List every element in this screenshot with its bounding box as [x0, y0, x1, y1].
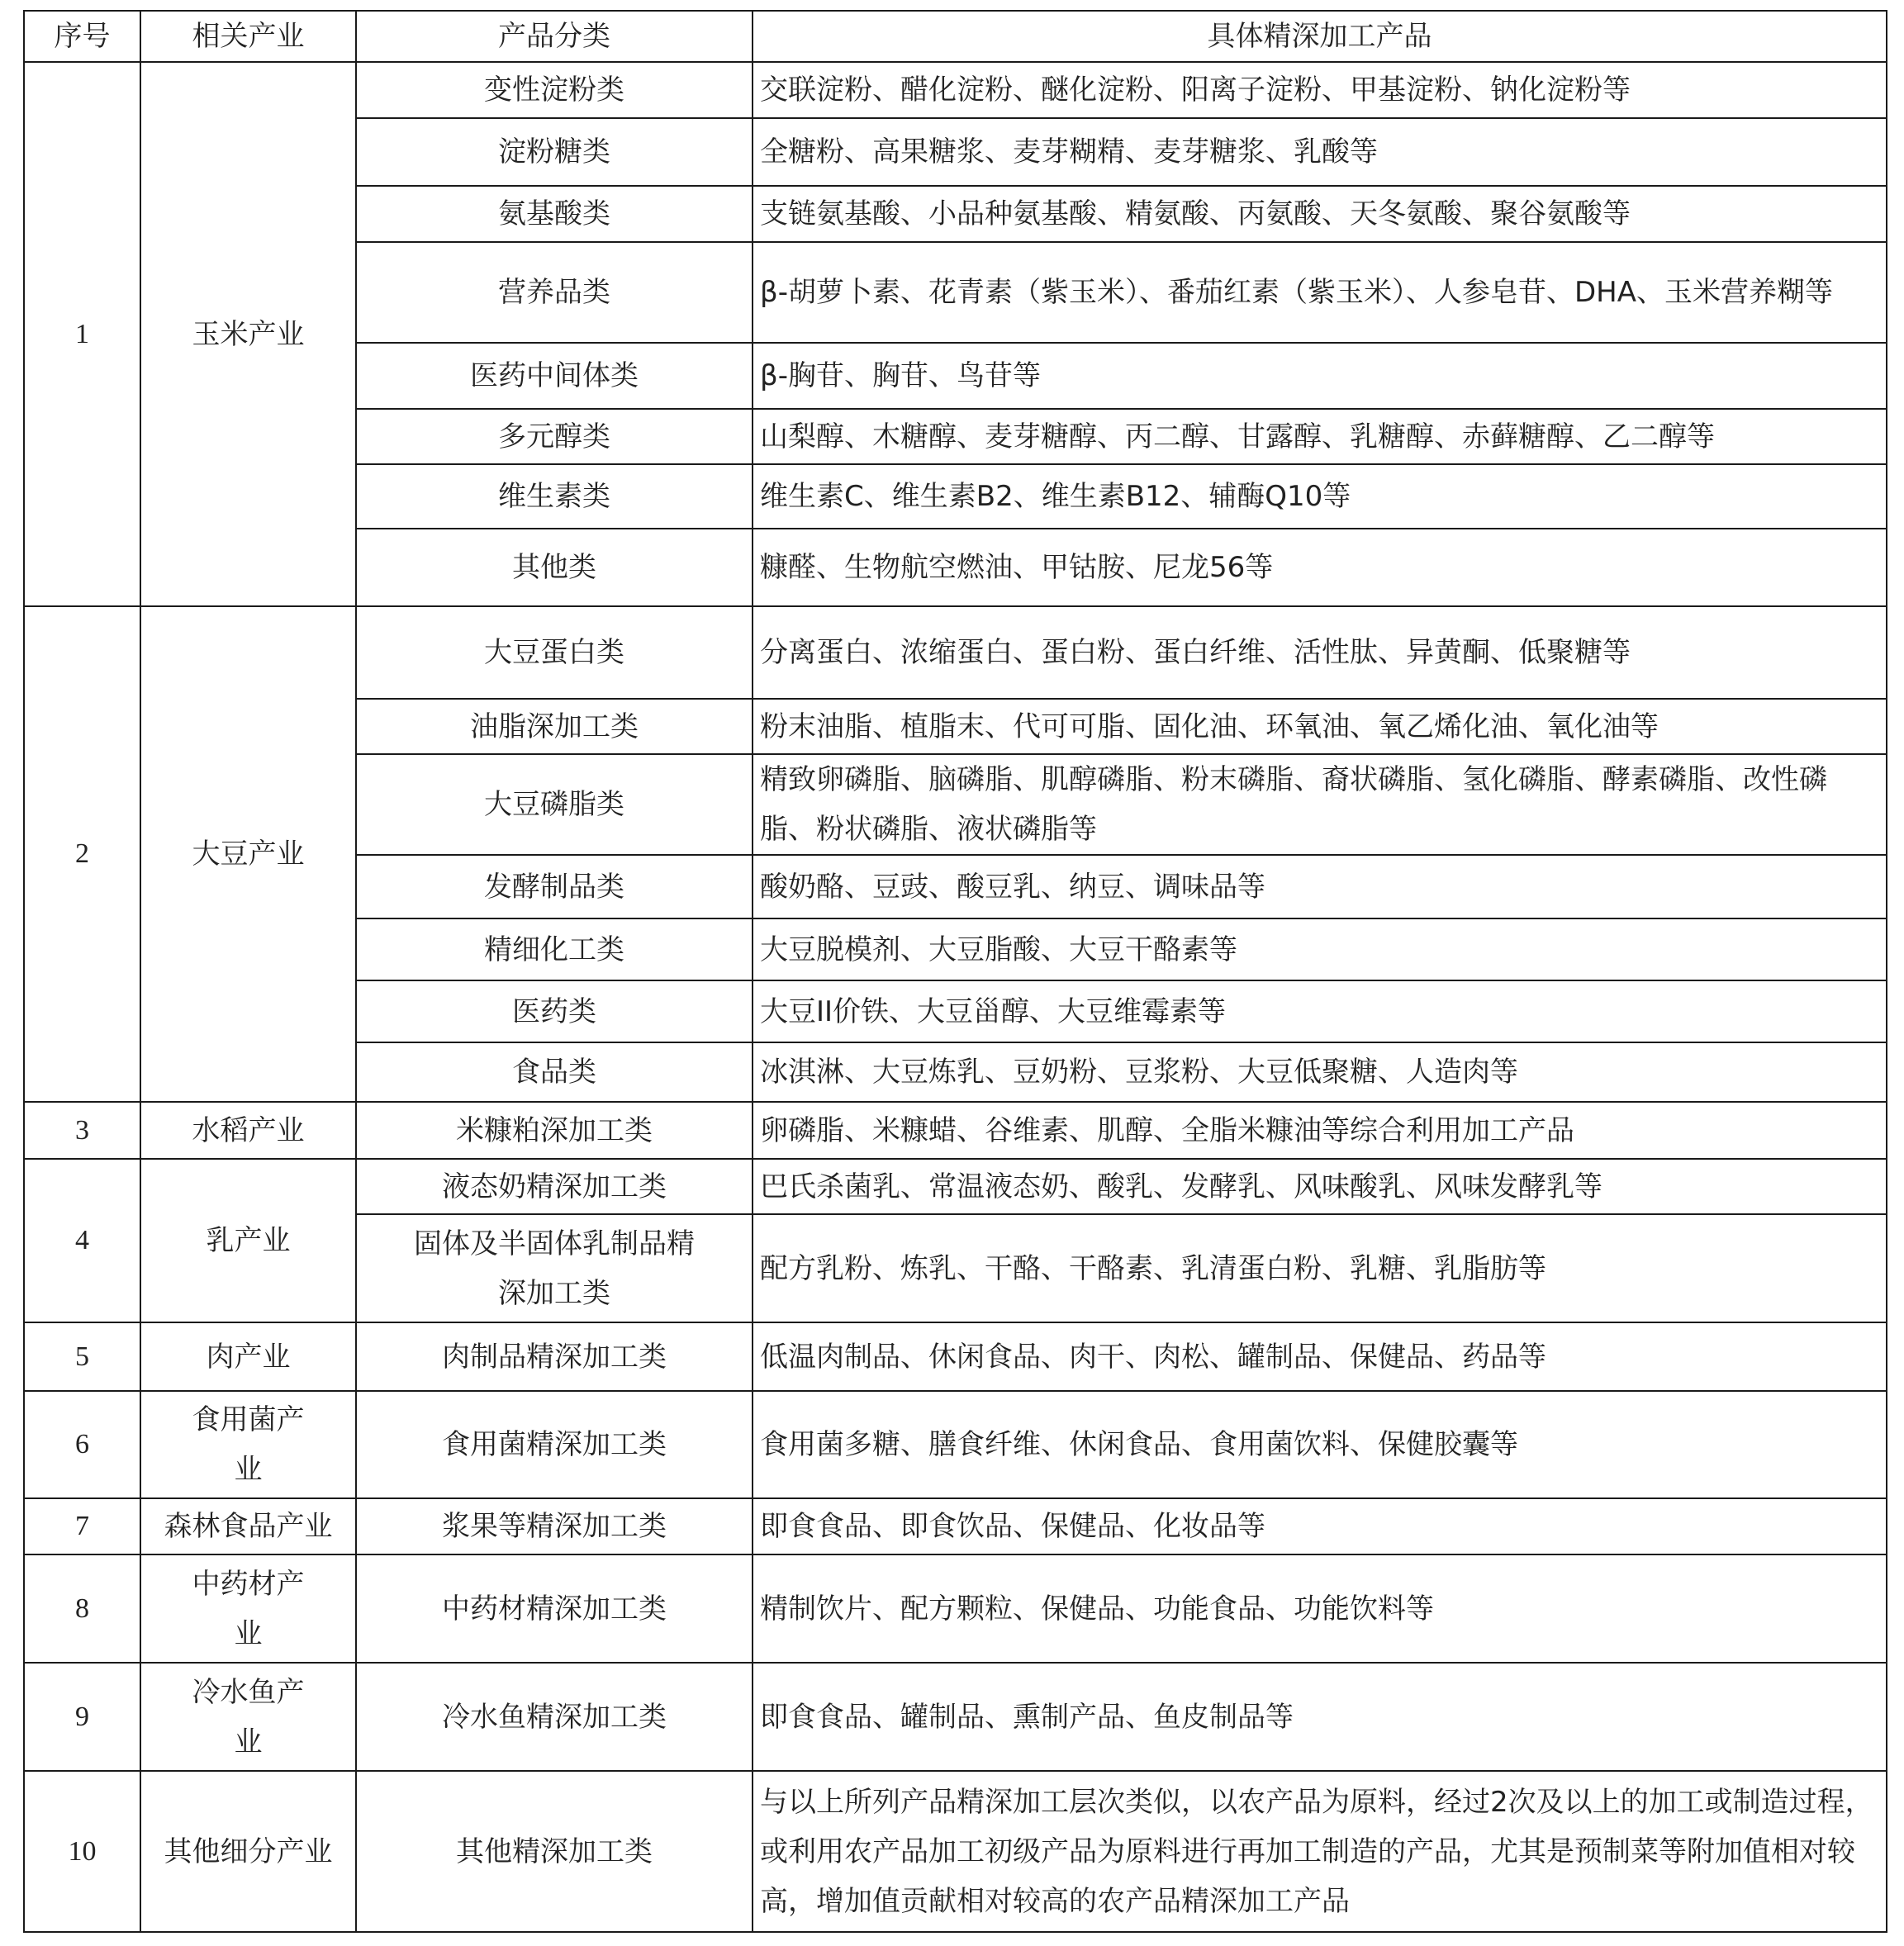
category-cell: 医药类: [356, 980, 753, 1042]
row-number: 4: [24, 1159, 140, 1322]
category-cell: 大豆蛋白类: [356, 606, 753, 699]
category-cell: 营养品类: [356, 242, 753, 343]
row-number: 5: [24, 1322, 140, 1391]
category-cell: 固体及半固体乳制品精深加工类: [356, 1214, 753, 1322]
category-cell: 肉制品精深加工类: [356, 1322, 753, 1391]
industry-cell: 大豆产业: [140, 606, 356, 1102]
header-no: 序号: [24, 11, 140, 62]
category-cell: 维生素类: [356, 464, 753, 529]
products-cell: 精致卵磷脂、脑磷脂、肌醇磷脂、粉末磷脂、裔状磷脂、氢化磷脂、酵素磷脂、改性磷脂、粉状磷脂、液状磷脂等: [753, 754, 1887, 855]
industry-cell: 冷水鱼产业: [140, 1663, 356, 1771]
products-cell: 冰淇淋、大豆炼乳、豆奶粉、豆浆粉、大豆低聚糖、人造肉等: [753, 1042, 1887, 1102]
category-cell: 油脂深加工类: [356, 699, 753, 754]
industry-cell: 其他细分产业: [140, 1771, 356, 1932]
category-cell: 多元醇类: [356, 409, 753, 464]
row-number: 6: [24, 1391, 140, 1498]
products-cell: 支链氨基酸、小品种氨基酸、精氨酸、丙氨酸、天冬氨酸、聚谷氨酸等: [753, 186, 1887, 242]
industry-cell: 肉产业: [140, 1322, 356, 1391]
products-cell: 即食食品、即食饮品、保健品、化妆品等: [753, 1498, 1887, 1554]
products-cell: 卵磷脂、米糠蜡、谷维素、肌醇、全脂米糠油等综合利用加工产品: [753, 1102, 1887, 1159]
products-cell: 酸奶酪、豆豉、酸豆乳、纳豆、调味品等: [753, 855, 1887, 918]
industry-cell: 水稻产业: [140, 1102, 356, 1159]
row-number: 2: [24, 606, 140, 1102]
row-number: 8: [24, 1554, 140, 1663]
category-cell: 淀粉糖类: [356, 118, 753, 186]
industry-cell: 森林食品产业: [140, 1498, 356, 1554]
category-cell: 变性淀粉类: [356, 62, 753, 118]
product-table: [23, 10, 1887, 1933]
products-cell: 即食食品、罐制品、熏制产品、鱼皮制品等: [753, 1663, 1887, 1771]
products-cell: 巴氏杀菌乳、常温液态奶、酸乳、发酵乳、风味酸乳、风味发酵乳等: [753, 1159, 1887, 1214]
category-cell: 冷水鱼精深加工类: [356, 1663, 753, 1771]
products-cell: 与以上所列产品精深加工层次类似，以农产品为原料，经过2次及以上的加工或制造过程，或利用农产品加工初级产品为原料进行再加工制造的产品，尤其是预制菜等附加值相对较高，增加值贡献相对较高的农产品精深加工产品: [753, 1771, 1887, 1932]
category-cell: 发酵制品类: [356, 855, 753, 918]
category-cell: 大豆磷脂类: [356, 754, 753, 855]
table-row: [24, 62, 1887, 118]
products-cell: 糠醛、生物航空燃油、甲钴胺、尼龙56等: [753, 529, 1887, 606]
table-row: [24, 1554, 1887, 1663]
products-cell: 精制饮片、配方颗粒、保健品、功能食品、功能饮料等: [753, 1554, 1887, 1663]
category-cell: 中药材精深加工类: [356, 1554, 753, 1663]
table-row: [24, 1391, 1887, 1498]
row-number: 3: [24, 1102, 140, 1159]
row-number: 10: [24, 1771, 140, 1932]
products-cell: 大豆脱模剂、大豆脂酸、大豆干酪素等: [753, 918, 1887, 980]
table-row: [24, 1498, 1887, 1554]
products-cell: β-胸苷、胸苷、鸟苷等: [753, 343, 1887, 409]
header-industry: 相关产业: [140, 11, 356, 62]
category-cell: 其他精深加工类: [356, 1771, 753, 1932]
products-cell: 全糖粉、高果糖浆、麦芽糊精、麦芽糖浆、乳酸等: [753, 118, 1887, 186]
products-cell: 山梨醇、木糖醇、麦芽糖醇、丙二醇、甘露醇、乳糖醇、赤藓糖醇、乙二醇等: [753, 409, 1887, 464]
category-cell: 精细化工类: [356, 918, 753, 980]
products-cell: 食用菌多糖、膳食纤维、休闲食品、食用菌饮料、保健胶囊等: [753, 1391, 1887, 1498]
row-number: 9: [24, 1663, 140, 1771]
industry-cell: 食用菌产业: [140, 1391, 356, 1498]
category-cell: 氨基酸类: [356, 186, 753, 242]
products-cell: β-胡萝卜素、花青素（紫玉米）、番茄红素（紫玉米）、人参皂苷、DHA、玉米营养糊等: [753, 242, 1887, 343]
category-cell: 食用菌精深加工类: [356, 1391, 753, 1498]
table-row: [24, 1102, 1887, 1159]
category-cell: 食品类: [356, 1042, 753, 1102]
table-row: [24, 1159, 1887, 1214]
industry-cell: 玉米产业: [140, 62, 356, 606]
table-row: [24, 1663, 1887, 1771]
header-row: [24, 11, 1887, 62]
products-cell: 交联淀粉、醋化淀粉、醚化淀粉、阳离子淀粉、甲基淀粉、钠化淀粉等: [753, 62, 1887, 118]
products-cell: 维生素C、维生素B2、维生素B12、辅酶Q10等: [753, 464, 1887, 529]
industry-cell: 乳产业: [140, 1159, 356, 1322]
row-number: 1: [24, 62, 140, 606]
products-cell: 低温肉制品、休闲食品、肉干、肉松、罐制品、保健品、药品等: [753, 1322, 1887, 1391]
industry-cell: 中药材产业: [140, 1554, 356, 1663]
category-cell: 浆果等精深加工类: [356, 1498, 753, 1554]
products-cell: 粉末油脂、植脂末、代可可脂、固化油、环氧油、氧乙烯化油、氧化油等: [753, 699, 1887, 754]
products-cell: 配方乳粉、炼乳、干酪、干酪素、乳清蛋白粉、乳糖、乳脂肪等: [753, 1214, 1887, 1322]
header-products: 具体精深加工产品: [753, 11, 1887, 62]
header-category: 产品分类: [356, 11, 753, 62]
category-cell: 其他类: [356, 529, 753, 606]
category-cell: 医药中间体类: [356, 343, 753, 409]
table-row: [24, 606, 1887, 699]
products-cell: 大豆II价铁、大豆甾醇、大豆维霉素等: [753, 980, 1887, 1042]
products-cell: 分离蛋白、浓缩蛋白、蛋白粉、蛋白纤维、活性肽、异黄酮、低聚糖等: [753, 606, 1887, 699]
category-cell: 米糠粕深加工类: [356, 1102, 753, 1159]
category-cell: 液态奶精深加工类: [356, 1159, 753, 1214]
table-row: [24, 1771, 1887, 1932]
table-row: [24, 1322, 1887, 1391]
row-number: 7: [24, 1498, 140, 1554]
